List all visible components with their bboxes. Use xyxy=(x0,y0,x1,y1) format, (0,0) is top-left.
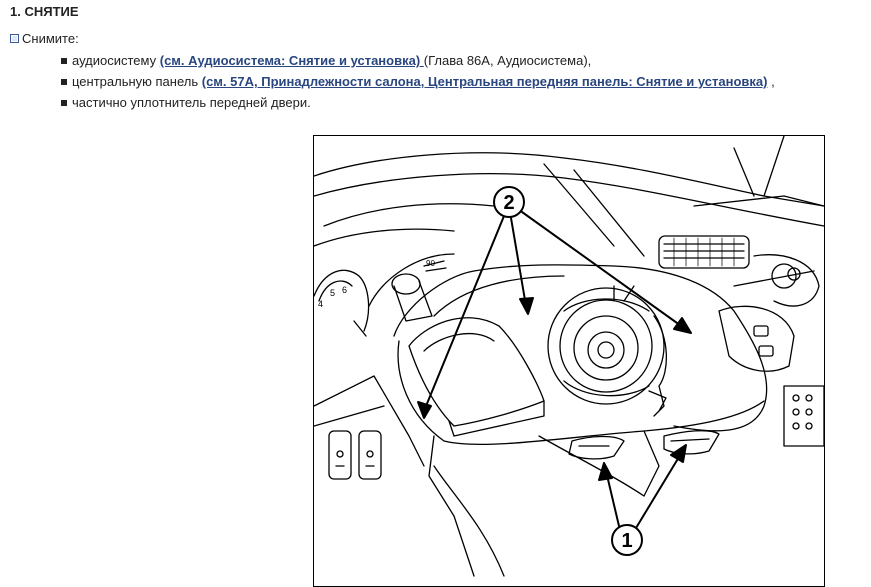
steering-column-illustration xyxy=(313,135,825,587)
center-panel-reference-link[interactable]: (см. 57А, Принадлежности салона, Центральная передняя панель: Снятие и установка) xyxy=(201,74,768,89)
square-bullet-icon xyxy=(61,58,67,64)
gauge-digit: 6 xyxy=(342,285,348,295)
audio-reference-link[interactable]: (см. Аудиосистема: Снятие и установка) xyxy=(159,53,424,68)
bullet-icon xyxy=(10,34,19,43)
instruction-lead xyxy=(10,31,79,46)
callout-2-label: 2 xyxy=(503,192,515,214)
item-text: аудиосистему xyxy=(72,53,160,68)
callout-2 xyxy=(494,187,524,217)
item-text: частично уплотнитель передней двери. xyxy=(72,95,311,110)
gauge-digit: 5 xyxy=(330,288,336,298)
list-item xyxy=(61,92,775,113)
item-text-after: , xyxy=(767,74,775,89)
callout-1 xyxy=(612,525,642,555)
list-item xyxy=(61,71,775,92)
item-text: центральную панель xyxy=(72,74,202,89)
callout-2-arrows xyxy=(418,212,691,418)
list-item xyxy=(61,50,775,71)
callout-1-label: 1 xyxy=(621,530,633,552)
square-bullet-icon xyxy=(61,100,67,106)
item-text-after: (Глава 86А, Аудиосистема), xyxy=(423,53,592,68)
section-title: 1. СНЯТИЕ xyxy=(10,4,79,19)
callout-1-arrows xyxy=(599,445,686,528)
instruction-lead-text: Снимите: xyxy=(22,31,79,46)
removal-list xyxy=(61,50,775,113)
square-bullet-icon xyxy=(61,79,67,85)
gauge-digit: 90 xyxy=(426,259,435,268)
gauge-digit: 4 xyxy=(318,299,324,309)
